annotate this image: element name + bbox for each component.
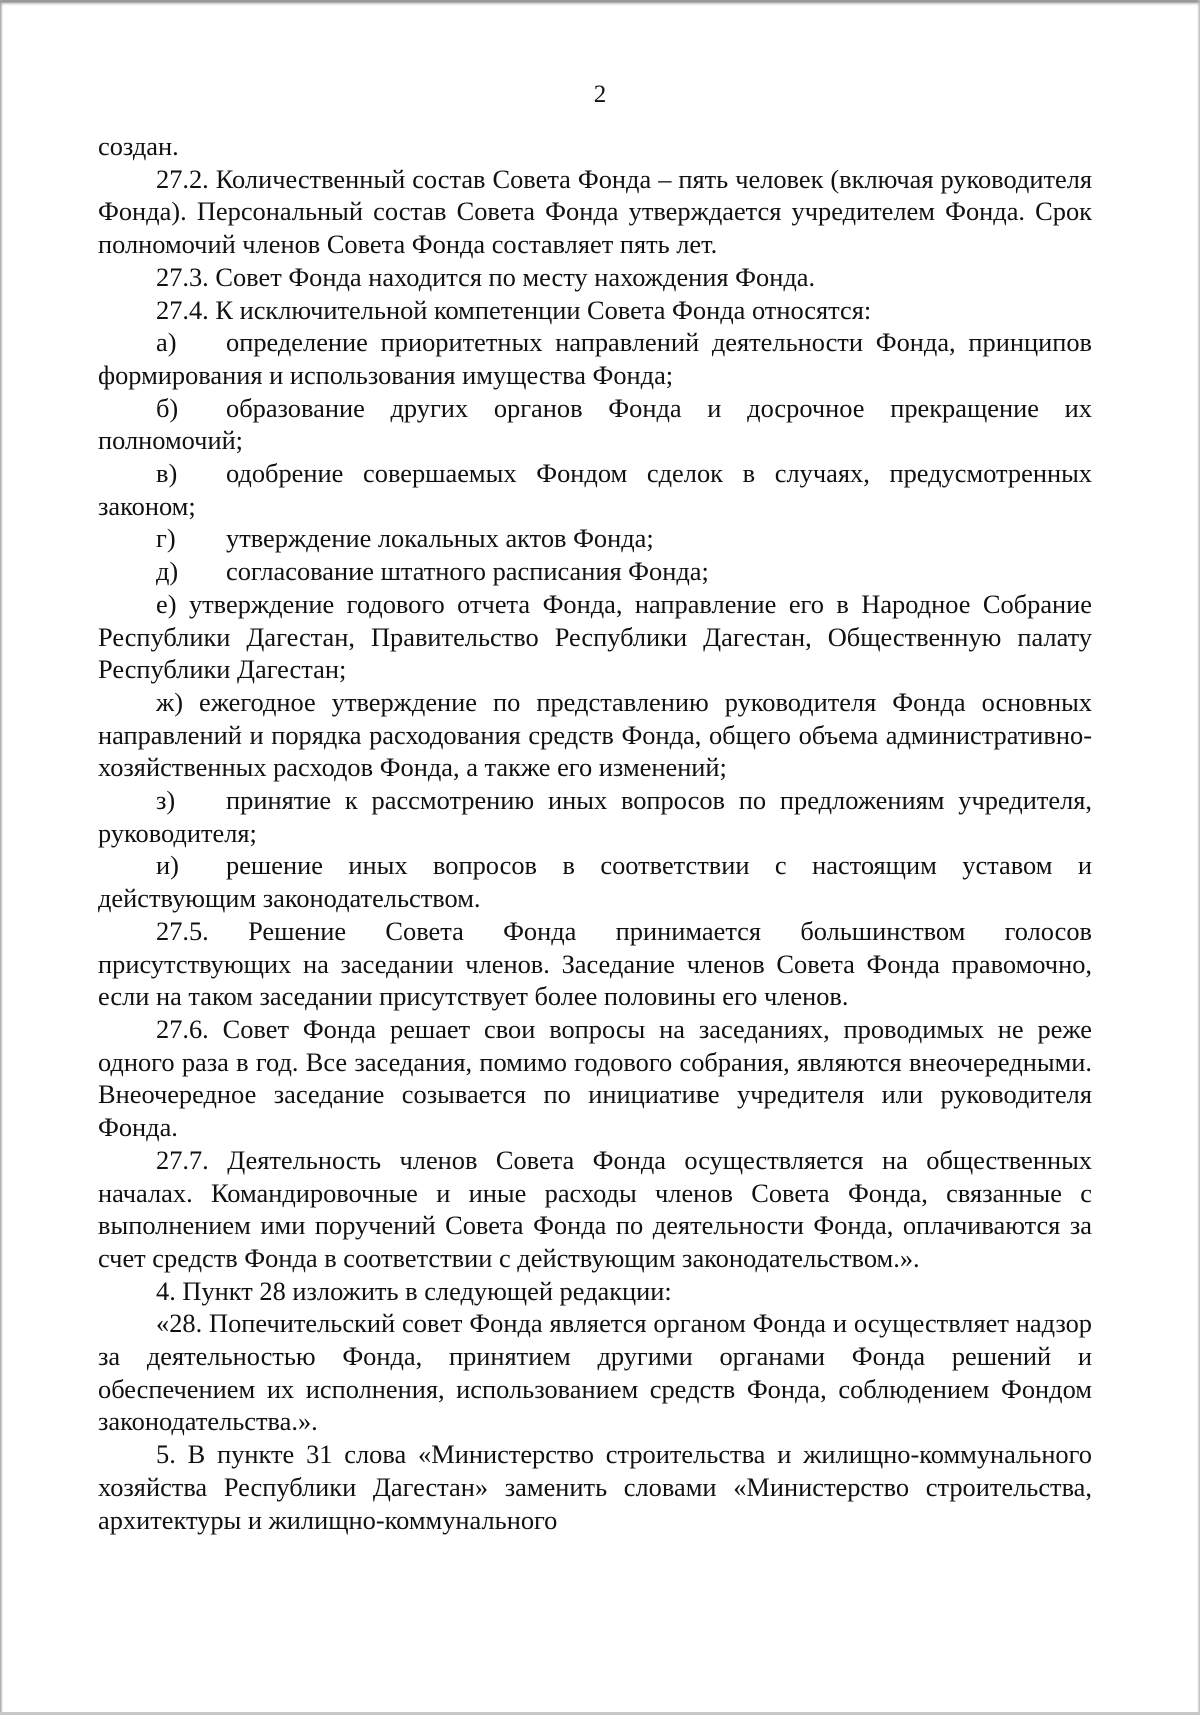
list-item-text: согласование штатного расписания Фонда;: [226, 556, 709, 587]
list-item-b: [98, 392, 1092, 457]
list-marker: г): [156, 523, 176, 554]
list-item-a: [98, 326, 1092, 391]
list-item-z: [98, 784, 1092, 849]
paragraph-27-6: 27.6. Совет Фонда решает свои вопросы на заседаниях, проводимых не реже одного раза в год. Все заседания, помимо годового собрания, являются внеочередными. Внеочередное заседание созывается по инициативе учредителя или руководителя Фонда.: [98, 1013, 1092, 1143]
list-item-text: одобрение совершаемых Фондом сделок в случаях, предусмотренных законом;: [98, 458, 1092, 521]
page-number: 2: [593, 81, 607, 108]
paragraph-27-5: 27.5. Решение Совета Фонда принимается большинством голосов присутствующих на заседании членов. Заседание членов Совета Фонда правомочно, если на таком заседании присутствует более половины его членов.: [98, 915, 1092, 1012]
list-item-i: [98, 849, 1092, 914]
list-marker: д): [156, 556, 179, 587]
paragraph-27-4: 27.4. К исключительной компетенции Совета Фонда относятся:: [156, 294, 872, 325]
list-marker: и): [156, 850, 179, 881]
scan-top-edge: [0, 0, 1200, 6]
list-item-v: [98, 457, 1092, 522]
list-item-text: определение приоритетных направлений деятельности Фонда, принципов формирования и использования имущества Фонда;: [98, 327, 1092, 390]
paragraph-27-2: 27.2. Количественный состав Совета Фонда – пять человек (включая руководителя Фонда). Персональный состав Совета Фонда утверждается учредителем Фонда. Срок полномочий членов Совета Фонда составляет пять лет.: [98, 163, 1092, 260]
list-marker: а): [156, 327, 177, 358]
paragraph-27-7: 27.7. Деятельность членов Совета Фонда осуществляется на общественных началах. Командировочные и иные расходы членов Совета Фонда, связанные с выполнением ими поручений Совета Фонда по деятельности Фонда, оплачиваются за счет средств Фонда в соответствии с действующим законодательством.».: [98, 1144, 1092, 1273]
list-item-text: образование других органов Фонда и досрочное прекращение их полномочий;: [98, 392, 1092, 456]
scan-left-edge: [0, 0, 3, 1715]
list-item-e: е) утверждение годового отчета Фонда, направление его в Народное Собрание Республики Дагестан, Правительство Республики Дагестан, Общественную палату Республики Дагестан;: [98, 588, 1092, 685]
document-body: [98, 130, 1092, 1536]
paragraph-point-4: 4. Пункт 28 изложить в следующей редакции:: [156, 1275, 672, 1306]
list-marker: б): [156, 392, 179, 423]
list-marker: з): [156, 785, 176, 816]
list-item-d: [98, 555, 1092, 588]
list-item-zh: ж) ежегодное утверждение по представлению руководителя Фонда основных направлений и порядка расходования средств Фонда, общего объема административно-хозяйственных расходов Фонда, а также его изменений;: [98, 686, 1092, 783]
list-item-text: утверждение локальных актов Фонда;: [226, 523, 654, 554]
list-item-g: [98, 522, 1092, 555]
paragraph-quote-28: «28. Попечительский совет Фонда является органом Фонда и осуществляет надзор за деятельностью Фонда, принятием другими органами Фонда решений и обеспечением их исполнения, использованием средств Фонда, соблюдением Фондом законодательства.».: [98, 1308, 1092, 1437]
list-item-text: решение иных вопросов в соответствии с настоящим уставом и действующим законодательством.: [98, 850, 1092, 914]
paragraph-continuation: создан.: [98, 131, 179, 161]
list-marker: в): [156, 458, 178, 489]
list-item-text: принятие к рассмотрению иных вопросов по предложениям учредителя, руководителя;: [98, 785, 1092, 848]
paragraph-27-3: 27.3. Совет Фонда находится по месту нахождения Фонда.: [156, 261, 816, 292]
paragraph-point-5: 5. В пункте 31 слова «Министерство строительства и жилищно-коммунального хозяйства Республики Дагестан» заменить словами «Министерство строительства, архитектуры и жилищно-коммунального: [98, 1439, 1092, 1535]
